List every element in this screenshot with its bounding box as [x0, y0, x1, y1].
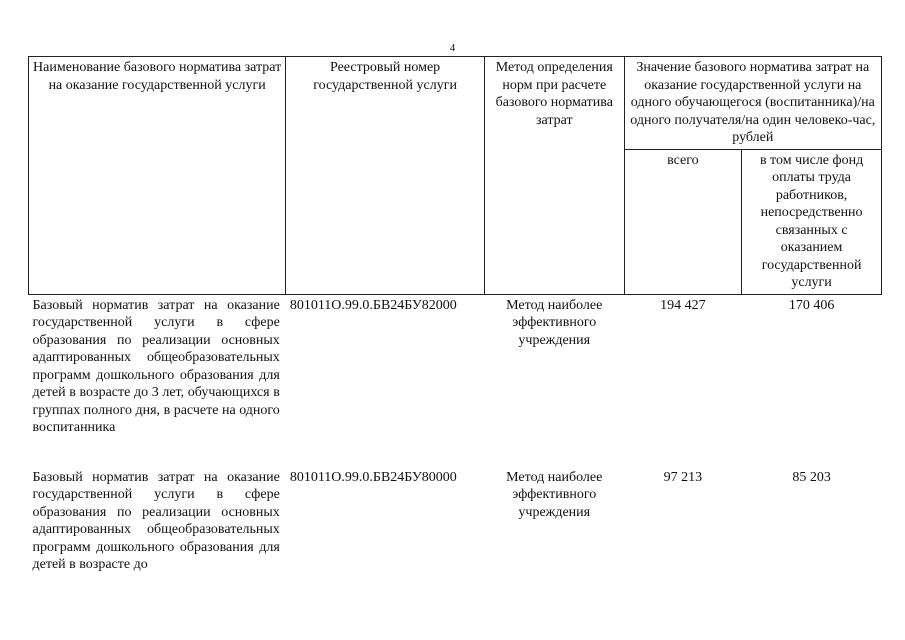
- row-registry-number: 801011О.99.0.БВ24БУ80000: [289, 469, 457, 485]
- table-row: [29, 467, 882, 574]
- header-value: Значение базового норматива затрат на оказание государственной услуги на одного обучающегося (воспитанника)/на одного получателя/на один человеко-час, рублей: [624, 57, 881, 150]
- header-method: Метод определения норм при расчете базового норматива затрат: [484, 57, 624, 295]
- page-number: 4: [449, 42, 456, 54]
- header-total: всего: [624, 149, 742, 294]
- table-row: [29, 294, 882, 437]
- row-payroll: 170 406: [788, 297, 835, 313]
- header-name: Наименование базового норматива затрат на оказание государственной услуги: [29, 57, 286, 295]
- row-method: Метод наиболее эффективного учреждения: [506, 297, 603, 348]
- row-payroll: 85 203: [792, 469, 831, 485]
- row-name: Базовый норматив затрат на оказание государственной услуги в сфере образования по реализации основных адаптированных общеобразовательных программ дошкольного образования для детей в возрасте до 3 лет, обучающихся в группах полного дня, в расчете на одного воспитанника: [32, 297, 280, 435]
- row-spacer: [29, 437, 882, 467]
- row-registry-number: 801011О.99.0.БВ24БУ82000: [289, 297, 457, 313]
- norms-table: [28, 56, 882, 574]
- row-method: Метод наиболее эффективного учреждения: [506, 469, 603, 520]
- header-registry-number: Реестровый номер государственной услуги: [286, 57, 485, 295]
- row-total: 97 213: [663, 469, 703, 485]
- row-name: Базовый норматив затрат на оказание государственной услуги в сфере образования по реализации основных адаптированных общеобразовательных программ дошкольного образования для детей в возрасте до: [32, 469, 280, 572]
- row-total: 194 427: [660, 297, 706, 313]
- header-payroll: в том числе фонд оплаты труда работников, непосредственно связанных с оказанием государственной услуги: [742, 149, 882, 294]
